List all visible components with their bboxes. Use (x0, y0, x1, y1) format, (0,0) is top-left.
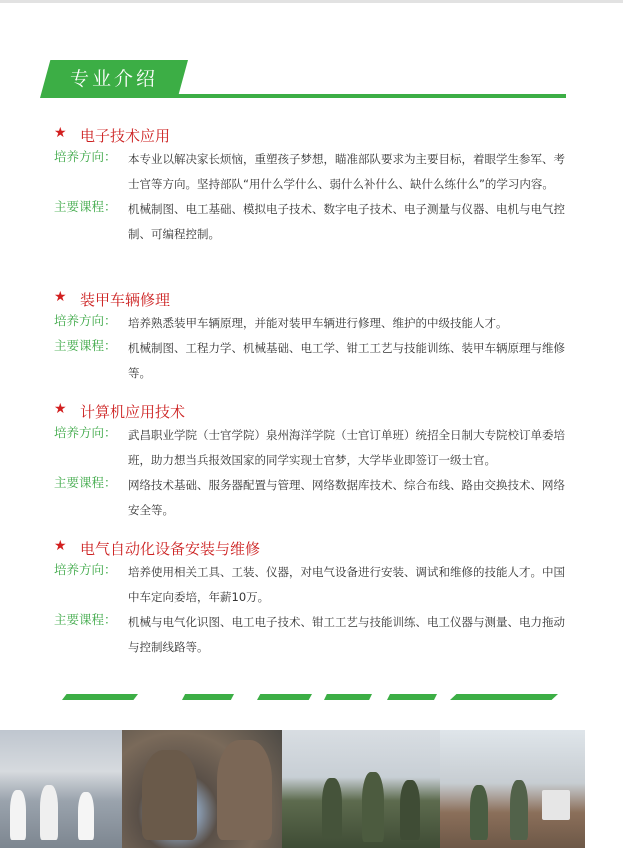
direction-row (54, 147, 574, 197)
direction-row (54, 560, 574, 610)
direction-label: 培养方向： (54, 425, 117, 440)
major-section-electrical-automation (54, 538, 574, 660)
direction-text: 培养熟悉装甲车辆原理，并能对装甲车辆进行修理、维护的中级技能人才。 (128, 316, 508, 330)
photo-figure (10, 790, 26, 840)
major-section-armored-vehicle (54, 289, 574, 386)
divider-dash (182, 694, 234, 700)
courses-text: 机械与电气化识图、电工电子技术、钳工工艺与技能训练、电工仪器与测量、电力拖动与控制线路等。 (128, 615, 565, 654)
courses-label: 主要课程： (54, 199, 117, 214)
section-header (40, 60, 566, 100)
direction-text: 武昌职业学院（士官学院）泉州海洋学院（士官订单班）统招全日制大专院校订单委培班，助力想当兵报效国家的同学实现士官梦，大学毕业即签订一级士官。 (128, 428, 565, 467)
major-section-electronics (54, 125, 574, 247)
courses-row (54, 336, 574, 386)
photo-electronics-lab (0, 730, 122, 848)
photo-figure (470, 785, 488, 840)
major-title-text: 计算机应用技术 (80, 403, 186, 421)
photo-welding-training (122, 730, 282, 848)
courses-text: 机械制图、工程力学、机械基础、电工学、钳工工艺与技能训练、装甲车辆原理与维修等。 (128, 341, 565, 380)
page-title: 专业介绍 (69, 68, 158, 90)
courses-text: 网络技术基础、服务器配置与管理、网络数据库技术、综合布线、路由交换技术、网络安全等。 (128, 478, 565, 517)
courses-row (54, 473, 574, 523)
major-title (54, 289, 574, 311)
major-title-text: 电气自动化设备安装与维修 (80, 540, 261, 558)
photo-workshop (440, 730, 585, 848)
header-underline (140, 94, 566, 98)
direction-label: 培养方向： (54, 313, 117, 328)
direction-label: 培养方向： (54, 562, 117, 577)
courses-row (54, 197, 574, 247)
major-title-text: 电子技术应用 (80, 127, 171, 145)
major-title (54, 125, 574, 147)
photo-figure (322, 778, 342, 838)
star-icon: ★ (54, 538, 67, 554)
courses-label: 主要课程： (54, 612, 117, 627)
major-title (54, 538, 574, 560)
major-section-computer (54, 401, 574, 523)
direction-row (54, 311, 574, 336)
direction-text: 培养使用相关工具、工装、仪器，对电气设备进行安装、调试和维修的技能人才。中国中车定向委培，年薪10万。 (128, 565, 565, 604)
divider-dash (450, 694, 558, 700)
photo-machine (542, 790, 570, 820)
photo-figure (400, 780, 420, 840)
courses-label: 主要课程： (54, 338, 117, 353)
direction-label: 培养方向： (54, 149, 117, 164)
top-edge (0, 0, 623, 3)
major-title (54, 401, 574, 423)
photo-figure (142, 750, 197, 840)
photo-strip (0, 730, 623, 848)
star-icon: ★ (54, 401, 67, 417)
divider-dash (324, 694, 372, 700)
courses-text: 机械制图、电工基础、模拟电子技术、数字电子技术、电子测量与仪器、电机与电气控制、可编程控制。 (128, 202, 565, 241)
star-icon: ★ (54, 125, 67, 141)
divider-dash (62, 694, 138, 700)
direction-text: 本专业以解决家长烦恼，重塑孩子梦想，瞄准部队要求为主要目标，着眼学生参军、考士官等方向。坚持部队“用什么学什么、弱什么补什么、缺什么练什么”的学习内容。 (128, 152, 565, 191)
direction-row (54, 423, 574, 473)
photo-figure (40, 785, 58, 840)
courses-label: 主要课程： (54, 475, 117, 490)
divider-dash (387, 694, 437, 700)
star-icon: ★ (54, 289, 67, 305)
photo-edge (585, 730, 623, 848)
photo-figure (217, 740, 272, 840)
major-title-text: 装甲车辆修理 (80, 291, 171, 309)
photo-figure (362, 772, 384, 842)
photo-figure (510, 780, 528, 840)
divider-dash (257, 694, 312, 700)
courses-row (54, 610, 574, 660)
photo-figure (78, 792, 94, 840)
dashed-divider (62, 694, 558, 700)
photo-classroom-training (282, 730, 440, 848)
